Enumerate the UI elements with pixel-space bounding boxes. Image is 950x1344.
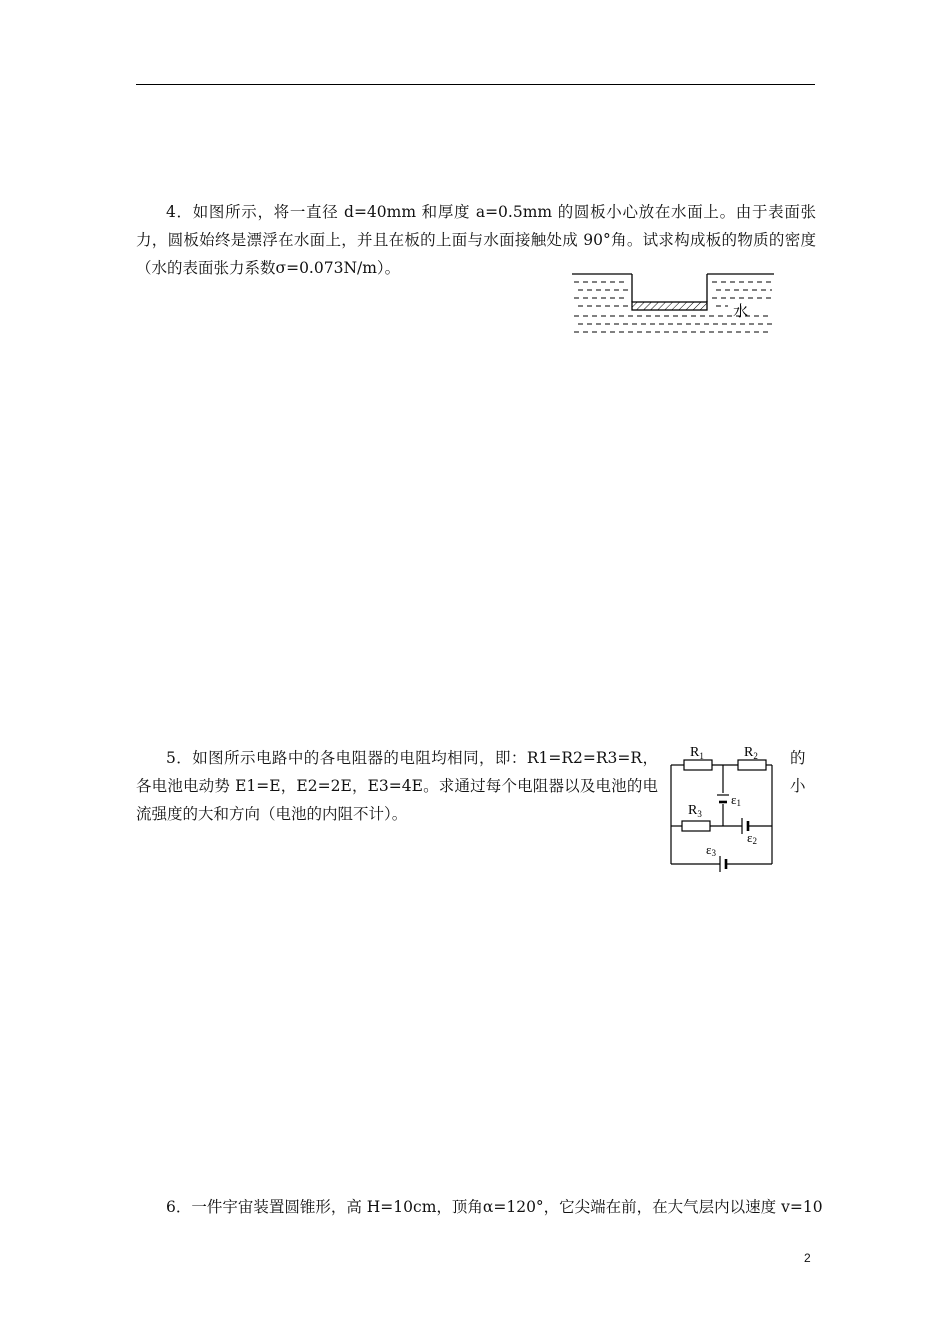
- label-e1: ε1: [731, 792, 741, 808]
- problem-5-side-char-1: 的: [790, 749, 806, 767]
- problem-5-body: 5．如图所示电路中的各电阻器的电阻均相同，即：R1=R2=R3=R，各电池电动势 E1=E，E2=2E，E3=4E。求通过每个电阻器以及电池的电流强度的大和方向（电池的内阻不计）。: [136, 749, 658, 823]
- label-r2: $R_2$: [744, 745, 758, 761]
- label-e3: ε3: [706, 842, 716, 858]
- battery-e1: [717, 795, 729, 802]
- resistor-r2: [738, 760, 766, 770]
- problem-6-text: [136, 1193, 823, 1221]
- resistor-r3: [682, 821, 710, 831]
- label-r3: $R_3$: [688, 803, 702, 819]
- circular-plate: [632, 302, 707, 310]
- floating-plate-figure: [570, 270, 780, 340]
- resistor-r1: [684, 760, 712, 770]
- circuit-wires: [671, 765, 772, 864]
- circuit-diagram: [668, 746, 780, 870]
- water-label: 水: [733, 304, 749, 320]
- battery-e3: [720, 856, 726, 872]
- problem-5-side-char-2: 小: [790, 777, 806, 795]
- problem-4-body: 4．如图所示，将一直径 d=40mm 和厚度 a=0.5mm 的圆板小心放在水面上。由于表面张力，圆板始终是漂浮在水面上，并且在板的上面与水面接触处成 90°角。试求构成板的物质的密度（水的表面张力系数σ=0.073N/m）。: [136, 203, 816, 277]
- label-r1: $R_1$: [690, 745, 704, 761]
- label-e2: ε2: [747, 830, 757, 846]
- page-number: 2: [804, 1251, 811, 1265]
- header-rule: [136, 84, 815, 85]
- problem-5-text: [136, 744, 658, 828]
- problem-6-body: 6．一件宇宙装置圆锥形，高 H=10cm，顶角α=120°，它尖端在前，在大气层内以速度 v=10: [166, 1198, 823, 1216]
